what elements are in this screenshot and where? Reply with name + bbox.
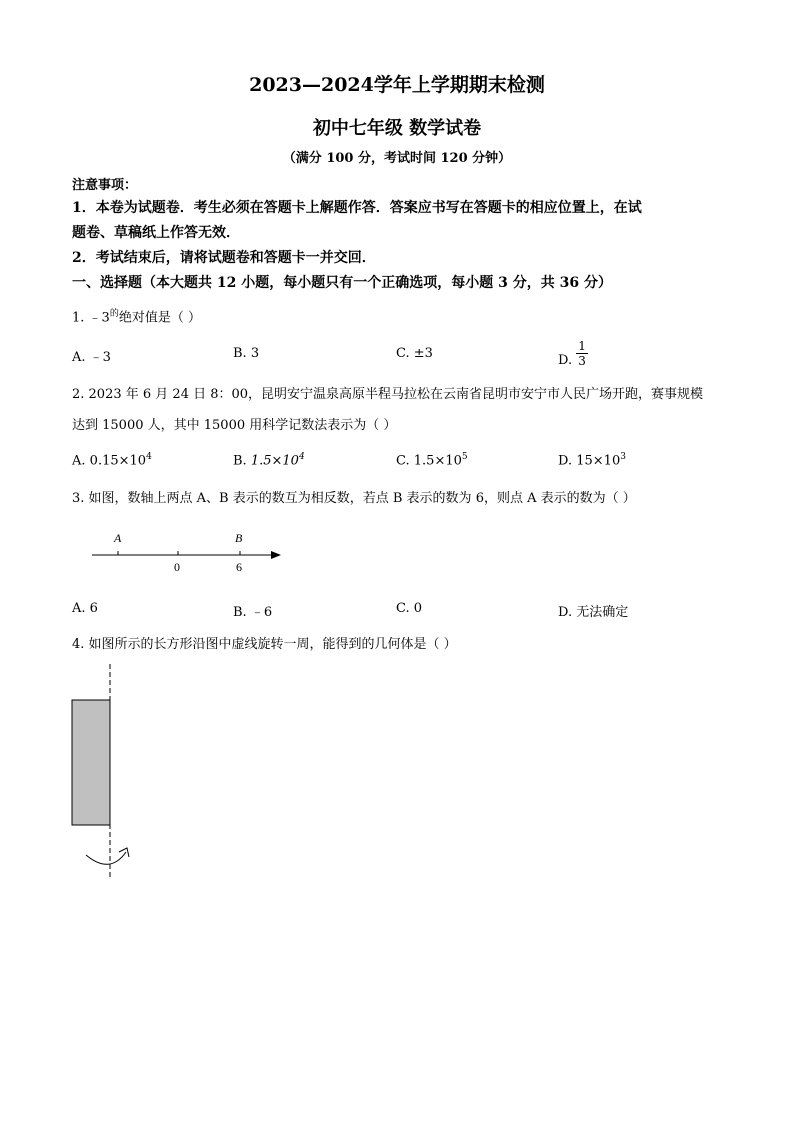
q2-d-exp: 3 — [620, 452, 626, 462]
q2-a-label: A. — [72, 453, 86, 469]
q2-c-exp: 5 — [461, 452, 468, 462]
q2-option-c — [396, 452, 468, 468]
notes-item1-line2: 题卷、草稿纸上作答无效． — [72, 225, 240, 241]
rotation-arrow-icon — [86, 852, 126, 864]
number-line-figure — [88, 527, 288, 577]
q1-option-d — [558, 339, 588, 368]
q3-option-d: D. 无法确定 — [558, 605, 629, 620]
q2-line2: 达到 15000 人，其中 15000 用科学记数法表示为（ ） — [72, 418, 397, 433]
tick-label-zero: 0 — [174, 560, 180, 574]
q1-option-a: A. ﹣3 — [72, 350, 111, 365]
tick-label-six: 6 — [236, 560, 242, 574]
fraction-numerator: 1 — [578, 339, 586, 353]
q2-line1: 2. 2023 年 6 月 24 日 8：00，昆明安宁温泉高原半程马拉松在云南省昆明市安宁市人民广场开跑，赛事规模 — [72, 387, 704, 402]
q1-prefix: 1. ﹣3 — [72, 310, 110, 326]
q1-superscript: 的 — [109, 309, 119, 319]
q2-d-label: D. — [558, 453, 573, 469]
section1-heading: 一、选择题（本大题共 12 小题，每小题只有一个正确选项，每小题 3 分，共 36 分） — [72, 275, 612, 291]
q3-option-c: C. 0 — [396, 601, 423, 616]
q2-option-d — [558, 452, 626, 468]
q2-a-base: 0.15×10 — [89, 453, 147, 469]
q1-option-d-fraction — [576, 339, 588, 368]
q1-option-d-label: D. — [558, 353, 573, 368]
notes-heading: 注意事项： — [72, 178, 138, 193]
q2-c-label: C. — [396, 453, 410, 469]
shaded-rectangle — [72, 700, 110, 825]
notes-item1-line1: 1．本卷为试题卷．考生必须在答题卡上解题作答．答案应书写在答题卡的相应位置上，在试 — [72, 200, 642, 216]
score-note: （满分 100 分，考试时间 120 分钟） — [282, 151, 512, 166]
notes-item2: 2．考试结束后，请将试题卷和答题卡一并交回． — [72, 250, 376, 266]
q2-d-base: 15×10 — [576, 453, 621, 469]
q4-text: 4. 如图所示的长方形沿图中虚线旋转一周，能得到的几何体是（ ） — [72, 637, 457, 652]
q1-option-c: C. ±3 — [396, 346, 433, 361]
q1-suffix: 绝对值是（ ） — [118, 310, 201, 326]
q2-b-label: B. — [233, 453, 247, 469]
q3-option-a: A. 6 — [72, 601, 98, 616]
q3-text: 3. 如图，数轴上两点 A、B 表示的数互为相反数，若点 B 表示的数为 6，则点 A 表示的数为（ ） — [72, 491, 636, 506]
number-line-arrow-icon — [271, 551, 281, 559]
q2-b-exp: 4 — [298, 452, 305, 462]
q2-option-b — [233, 452, 305, 468]
point-b-label: B — [235, 531, 243, 545]
q1-option-b: B. 3 — [233, 346, 260, 361]
exam-title: 2023—2024学年上学期期末检测 — [249, 74, 545, 96]
exam-subtitle: 初中七年级 数学试卷 — [312, 118, 482, 139]
q3-option-b: B. ﹣6 — [233, 605, 273, 620]
q2-a-exp: 4 — [146, 452, 152, 462]
rotation-figure — [60, 660, 150, 885]
rotation-arrowhead-icon — [119, 848, 129, 857]
fraction-denominator: 3 — [578, 354, 586, 368]
q2-option-a — [72, 452, 152, 468]
question-1 — [72, 306, 201, 325]
q2-c-base: 1.5×10 — [413, 453, 462, 469]
q2-b-base: 1.5×10 — [250, 453, 299, 469]
point-a-label: A — [114, 531, 122, 545]
